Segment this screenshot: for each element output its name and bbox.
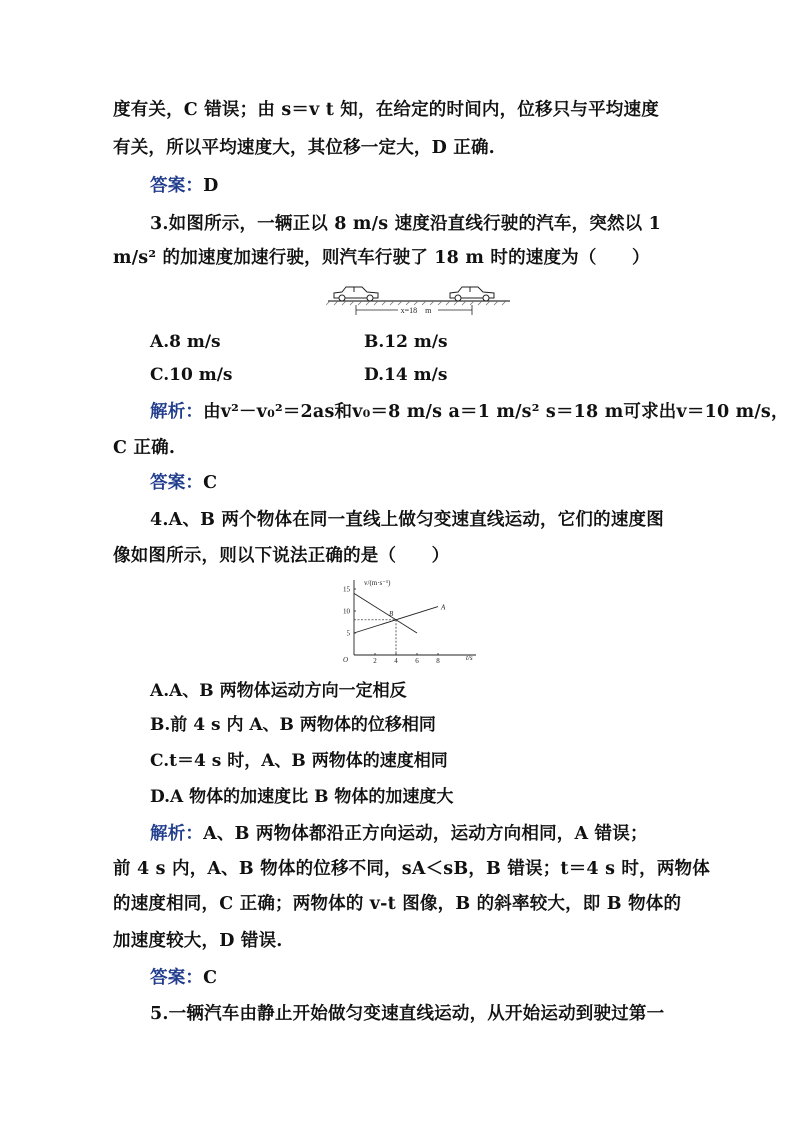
answer-value: D <box>203 176 219 196</box>
x-tick-label: 2 <box>373 657 377 664</box>
x-tick-label: 6 <box>415 657 419 664</box>
q4-stem-line1: 4.A、B 两个物体在同一直线上做匀变速直线运动，它们的速度图 <box>150 510 664 530</box>
x-tick-label: 4 <box>394 657 398 664</box>
q3-option-b: B.12 m/s <box>364 332 448 352</box>
origin-label: O <box>343 656 349 664</box>
vt-chart <box>330 576 480 664</box>
answer-value: C <box>203 473 218 493</box>
analysis-label: 解析： <box>150 402 204 422</box>
y-tick-label: 5 <box>346 629 350 638</box>
q4-answer-line <box>150 964 217 989</box>
q5-stem-line1: 5.一辆汽车由静止开始做匀变速直线运动，从开始运动到驶过第一 <box>150 1004 665 1024</box>
q3-figure <box>326 282 512 318</box>
q3-stem-line2: m/s² 的加速度加速行驶，则汽车行驶了 18 m 时的速度为（ ） <box>113 248 650 268</box>
intersection-label: B <box>389 609 394 618</box>
y-tick-label: 10 <box>343 607 350 616</box>
answer-value: C <box>203 968 218 988</box>
answer-label: 答案： <box>150 968 204 988</box>
y-axis-label: v/(m·s⁻¹) <box>364 579 391 587</box>
q4-option-c: C.t＝4 s 时，A、B 两物体的速度相同 <box>150 751 448 771</box>
q4-option-a: A.A、B 两物体运动方向一定相反 <box>150 681 407 701</box>
q3-analysis-line1 <box>150 398 789 423</box>
q4-option-b: B.前 4 s 内 A、B 两物体的位移相同 <box>150 715 436 735</box>
ground-hatch <box>326 301 506 305</box>
distance-label: x=18 m <box>400 306 432 315</box>
q4-analysis-line2: 前 4 s 内，A、B 物体的位移不同，sA＜sB，B 错误；t＝4 s 时，两物体 <box>113 859 710 879</box>
q3-option-a: A.8 m/s <box>150 332 221 352</box>
q3-option-d: D.14 m/s <box>364 365 448 385</box>
analysis-text: 由v²－v₀²＝2as和v₀＝8 m/s a＝1 m/s² s＝18 m可求出v＝10 m/s， <box>203 402 789 422</box>
q4-analysis-line1 <box>150 820 648 845</box>
q3-analysis-line2: C 正确. <box>113 438 176 458</box>
y-tick-label: 15 <box>343 585 350 594</box>
text-line: 度有关，C 错误；由 s＝v t 知，在给定的时间内，位移只与平均速度 <box>113 100 659 120</box>
q4-option-d: D.A 物体的加速度比 B 物体的加速度大 <box>150 787 454 807</box>
series-line-b <box>354 593 417 633</box>
analysis-text: A、B 两物体都沿正方向运动，运动方向相同，A 错误； <box>203 824 648 844</box>
car-icon <box>450 287 494 301</box>
series-label-a: A <box>441 603 446 612</box>
answer-line <box>150 172 219 197</box>
q4-analysis-line3: 的速度相同，C 正确；两物体的 v-t 图像，B 的斜率较大，即 B 物体的 <box>113 894 682 914</box>
q4-analysis-line4: 加速度较大，D 错误. <box>113 931 283 951</box>
answer-label: 答案： <box>150 176 204 196</box>
x-axis-label: t/s <box>466 654 473 662</box>
x-tick-label: 8 <box>436 657 440 664</box>
car-icon <box>334 287 378 301</box>
q3-stem-line1: 3.如图所示，一辆正以 8 m/s 速度沿直线行驶的汽车，突然以 1 <box>150 214 662 234</box>
answer-label: 答案： <box>150 473 204 493</box>
text-line: 有关，所以平均速度大，其位移一定大，D 正确. <box>113 138 495 158</box>
q3-option-c: C.10 m/s <box>150 365 233 385</box>
analysis-label: 解析： <box>150 824 204 844</box>
q4-stem-line2: 像如图所示，则以下说法正确的是（ ） <box>113 546 450 566</box>
q3-answer-line <box>150 469 217 494</box>
